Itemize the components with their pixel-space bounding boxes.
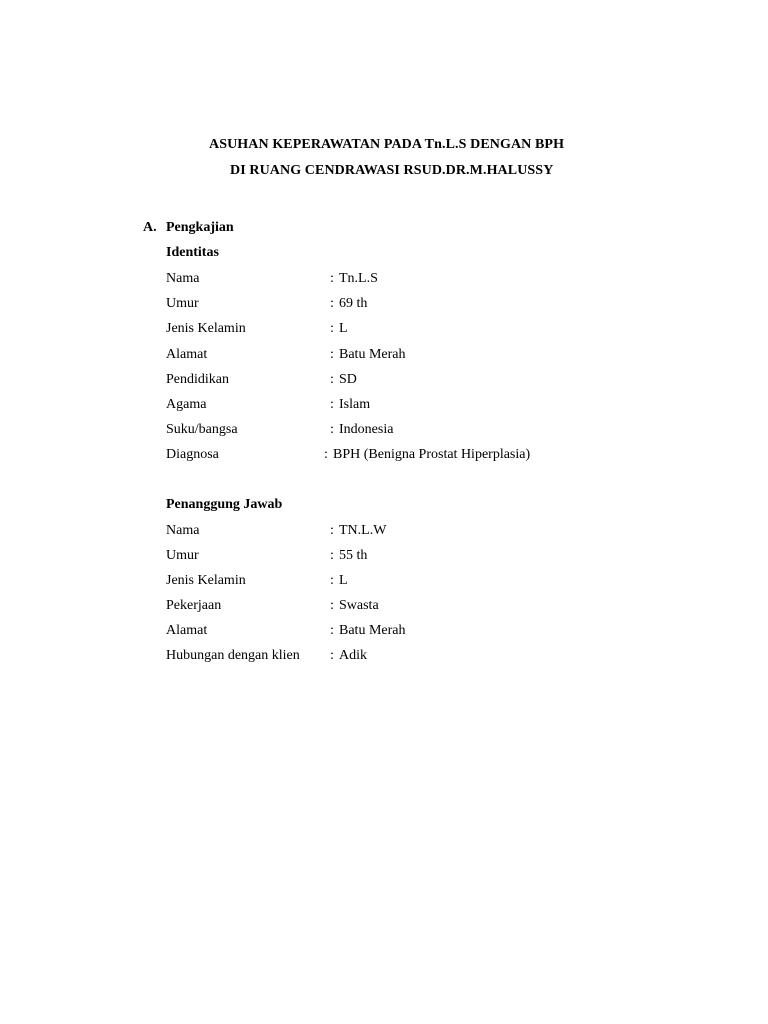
field-label: Jenis Kelamin [166,573,246,588]
penanggung-row-pekerjaan [166,598,586,618]
identitas-row-alamat [166,347,586,367]
field-separator: : [330,548,334,563]
identitas-row-jenis-kelamin [166,321,586,341]
field-separator: : [330,648,334,663]
field-separator: : [330,422,334,437]
field-separator: : [330,397,334,412]
field-separator: : [330,347,334,362]
section-marker: A. [143,220,157,235]
penanggung-row-jenis-kelamin [166,573,586,593]
field-separator: : [330,296,334,311]
subheading-identitas: Identitas [166,245,219,260]
field-value: L [339,321,348,336]
field-separator: : [330,623,334,638]
field-label: Alamat [166,623,208,638]
field-label: Jenis Kelamin [166,321,246,336]
field-separator: : [330,598,334,613]
field-separator: : [330,271,334,286]
field-value: SD [339,372,357,387]
field-value: Swasta [339,598,379,613]
field-value: Batu Merah [339,347,406,362]
field-value: 69 th [339,296,368,311]
identitas-row-umur [166,296,586,316]
field-separator: : [330,523,334,538]
field-label: Agama [166,397,207,412]
field-value: 55 th [339,548,368,563]
field-separator: : [324,447,328,462]
field-label: Pendidikan [166,372,229,387]
field-separator: : [330,372,334,387]
subheading-penanggung-jawab: Penanggung Jawab [166,497,283,512]
identitas-row-nama [166,271,586,291]
field-separator: : [330,321,334,336]
field-label: Diagnosa [166,447,219,462]
field-value: Islam [339,397,371,412]
field-value: Adik [339,648,367,663]
field-value: Indonesia [339,422,394,437]
field-value: Tn.L.S [339,271,378,286]
field-label: Umur [166,548,199,563]
document-title-line-2: DI RUANG CENDRAWASI RSUD.DR.M.HALUSSY [230,163,554,178]
document-title-line-1: ASUHAN KEPERAWATAN PADA Tn.L.S DENGAN BPH [209,137,565,152]
field-label: Nama [166,523,200,538]
field-separator: : [330,573,334,588]
section-heading-pengkajian: Pengkajian [166,220,234,235]
field-label: Alamat [166,347,208,362]
field-value: Batu Merah [339,623,406,638]
identitas-row-pendidikan [166,372,586,392]
field-value: BPH (Benigna Prostat Hiperplasia) [333,447,531,462]
field-label: Hubungan dengan klien [166,648,300,663]
field-label: Nama [166,271,200,286]
penanggung-row-nama [166,523,586,543]
identitas-row-suku-bangsa [166,422,586,442]
penanggung-row-alamat [166,623,586,643]
field-label: Suku/bangsa [166,422,238,437]
identitas-row-diagnosa [166,447,586,467]
penanggung-row-hubungan [166,648,586,668]
field-label: Umur [166,296,199,311]
field-value: L [339,573,348,588]
identitas-row-agama [166,397,586,417]
field-label: Pekerjaan [166,598,222,613]
field-value: TN.L.W [339,523,387,538]
penanggung-row-umur [166,548,586,568]
